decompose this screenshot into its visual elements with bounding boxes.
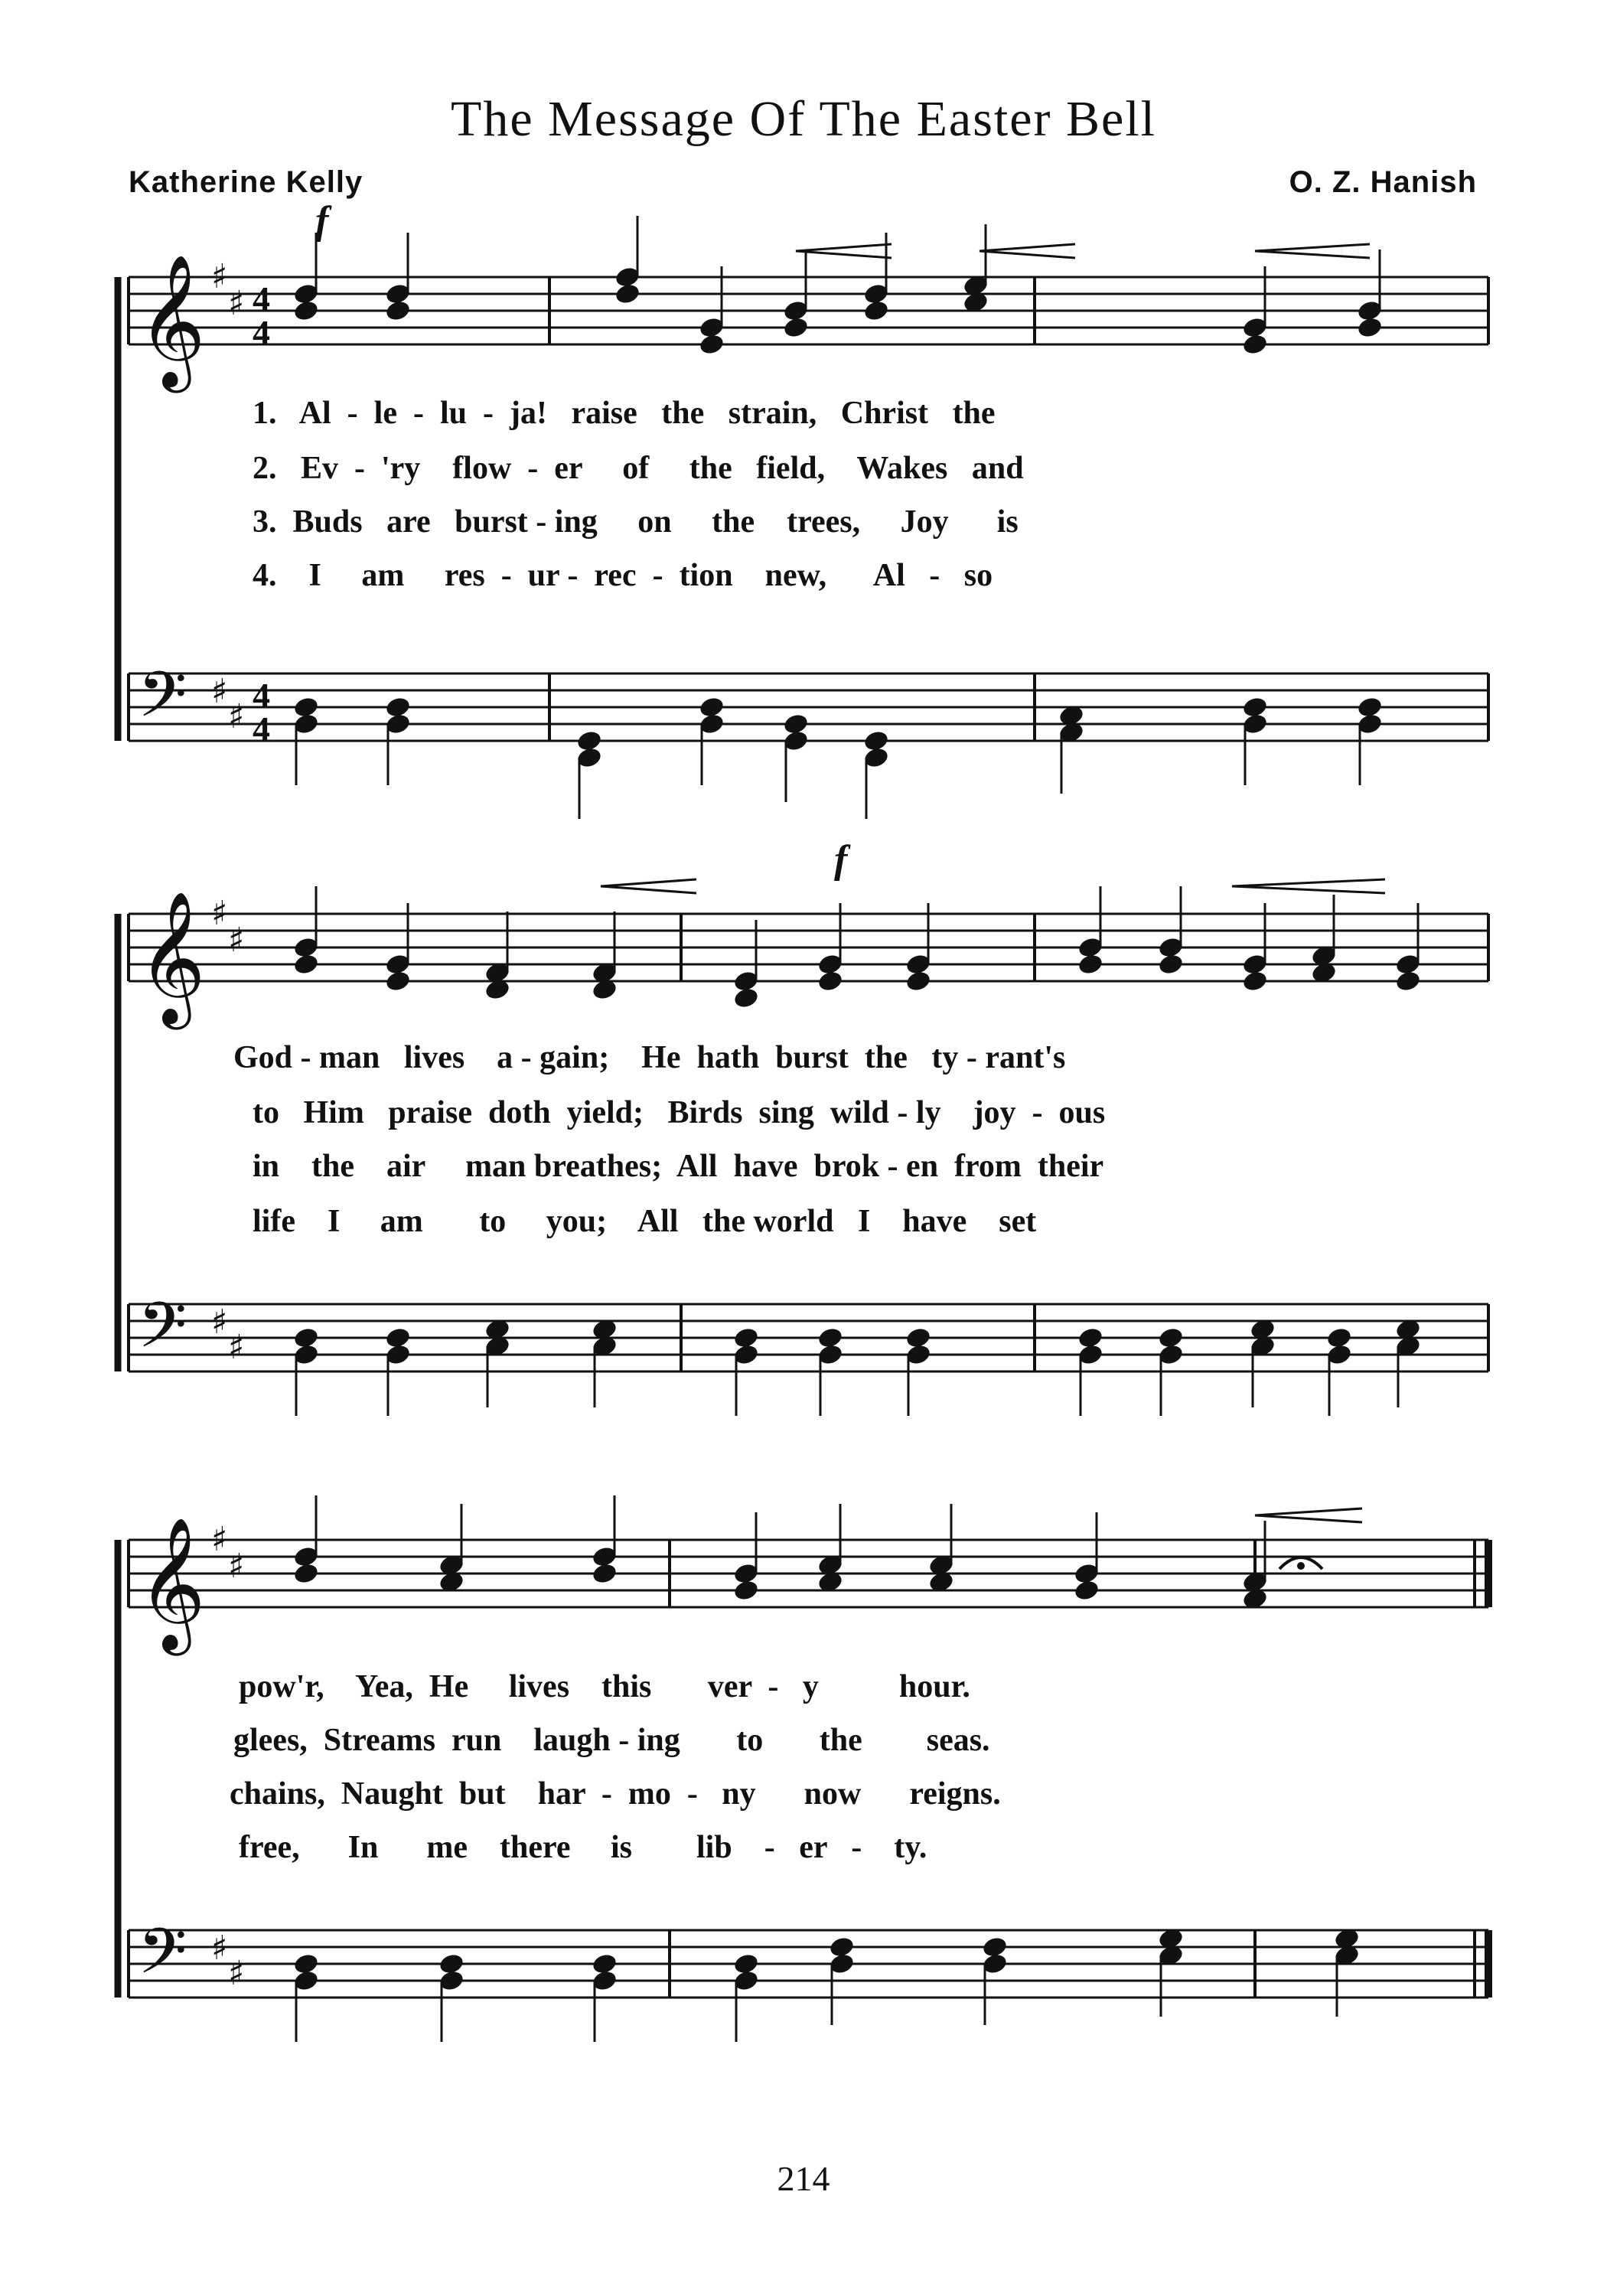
verse-2-line-3: glees, Streams run laugh - ing to the seas. [233, 1723, 990, 1758]
forte-mark: f [834, 838, 848, 882]
verse-1-line-1: 1. Al - le - lu - ja! raise the strain, Christ the [253, 396, 996, 431]
forte-mark: f [315, 199, 329, 243]
sharp-key-signature: ♯ [228, 697, 245, 736]
dynamic-hairpin [1255, 244, 1370, 258]
time-signature: 4 [253, 676, 270, 715]
dynamic-hairpin [601, 879, 696, 893]
notehead [817, 1326, 844, 1350]
verse-2-line-1: 2. Ev - 'ry flow - er of the field, Wakes and [253, 451, 1024, 486]
verse-3-line-1: 3. Buds are burst - ing on the trees, Joy is [253, 504, 1019, 540]
verse-4-line-3: free, In me there is lib - er - ty. [239, 1830, 927, 1865]
verse-4-line-2: life I am to you; All the world I have set [253, 1204, 1037, 1239]
hymn-title: The Message Of The Easter Bell [451, 91, 1156, 147]
sharp-key-signature: ♯ [211, 894, 228, 933]
page-number: 214 [777, 2159, 830, 2198]
notehead [698, 696, 725, 719]
time-signature: 4 [253, 709, 270, 748]
notehead [438, 1952, 465, 1976]
sharp-key-signature: ♯ [228, 1328, 245, 1367]
notehead [862, 729, 890, 753]
sharp-key-signature: ♯ [228, 1547, 245, 1586]
bass-clef: 𝄢 [138, 1288, 187, 1378]
treble-clef: 𝄞 [138, 254, 206, 387]
fermata [1297, 1562, 1305, 1570]
dynamic-hairpin [1232, 879, 1385, 893]
notehead [905, 1326, 932, 1350]
dynamic-hairpin [980, 244, 1075, 258]
sharp-key-signature: ♯ [211, 257, 228, 296]
composer-credit: O. Z. Hanish [1289, 165, 1477, 199]
notehead [575, 729, 603, 753]
verse-3-line-3: chains, Naught but har - mo - ny now reigns. [230, 1776, 1001, 1812]
bass-clef: 𝄢 [138, 657, 187, 747]
sharp-key-signature: ♯ [228, 921, 245, 960]
sharp-key-signature: ♯ [211, 1929, 228, 1968]
treble-clef: 𝄞 [138, 891, 206, 1024]
sharp-key-signature: ♯ [228, 284, 245, 323]
notehead [384, 1326, 412, 1350]
lyricist-credit: Katherine Kelly [129, 165, 363, 199]
notehead [292, 1952, 320, 1976]
notehead [828, 1936, 856, 1959]
sharp-key-signature: ♯ [211, 672, 228, 711]
dynamic-hairpin [796, 244, 892, 258]
verse-2-line-2: to Him praise doth yield; Birds sing wild - ly joy - ous [253, 1095, 1106, 1130]
notehead [591, 1952, 618, 1976]
treble-clef: 𝄞 [138, 1517, 206, 1650]
notehead [981, 1936, 1009, 1959]
verse-3-line-2: in the air man breathes; All have brok - en from their [253, 1149, 1104, 1184]
notehead [292, 696, 320, 719]
verse-1-line-3: pow'r, Yea, He lives this ver - y hour. [239, 1669, 970, 1704]
notehead [1241, 696, 1269, 719]
notehead [292, 1326, 320, 1350]
sharp-key-signature: ♯ [211, 1303, 228, 1342]
bass-clef: 𝄢 [138, 1914, 187, 2004]
notehead [732, 1326, 760, 1350]
sharp-key-signature: ♯ [228, 1954, 245, 1993]
sharp-key-signature: ♯ [211, 1520, 228, 1559]
verse-1-line-2: God - man lives a - gain; He hath burst the ty - rant's [233, 1040, 1066, 1075]
notehead [1356, 696, 1384, 719]
time-signature: 4 [253, 313, 270, 352]
time-signature: 4 [253, 279, 270, 318]
notehead [732, 1952, 760, 1976]
dynamic-hairpin [1255, 1508, 1362, 1522]
notehead [384, 696, 412, 719]
notehead [1325, 1326, 1353, 1350]
notehead [782, 713, 810, 736]
verse-4-line-1: 4. I am res - ur - rec - tion new, Al - so [253, 558, 993, 593]
notehead [1157, 1326, 1185, 1350]
notehead [1077, 1326, 1104, 1350]
